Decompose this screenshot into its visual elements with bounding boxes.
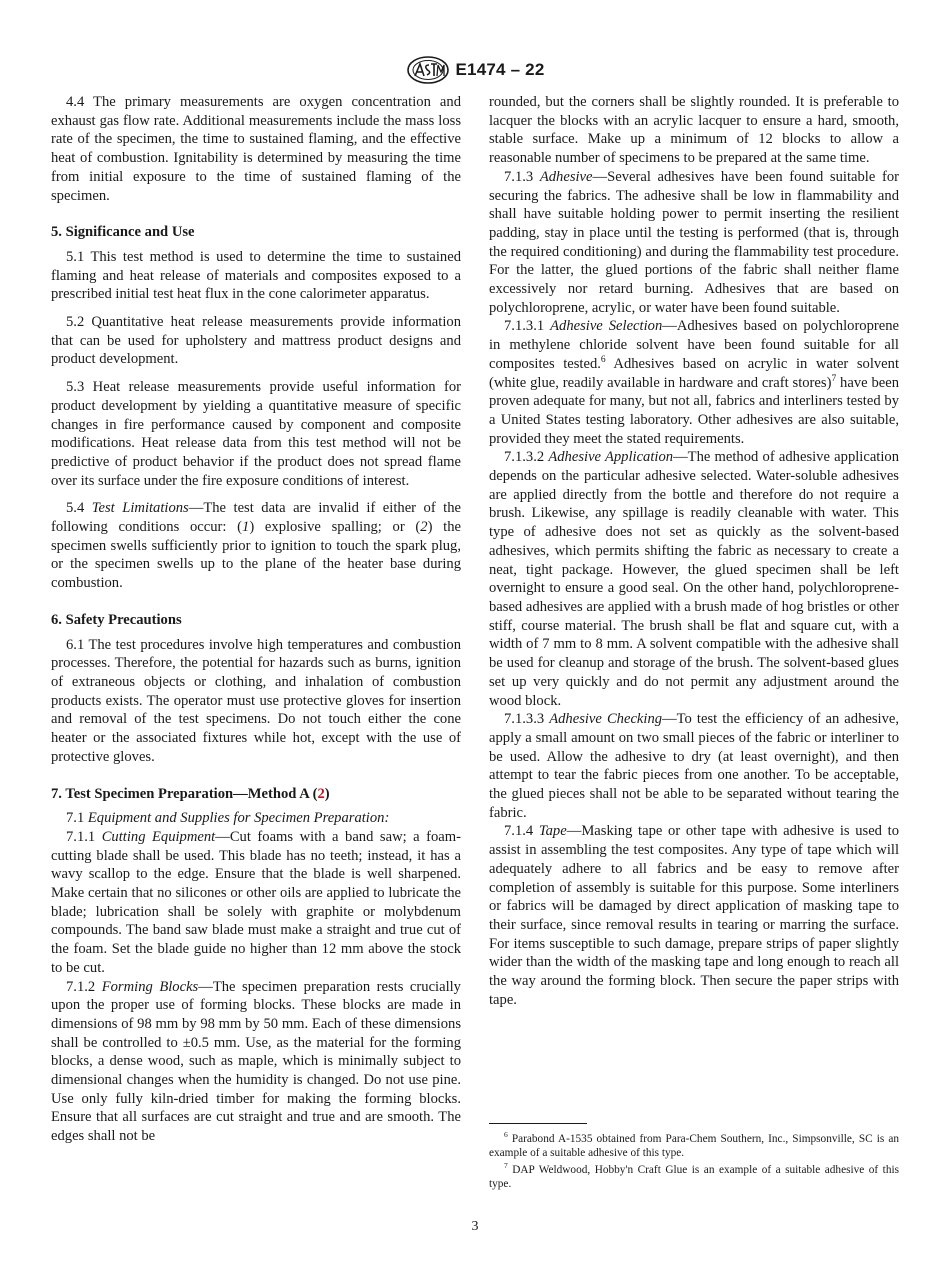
paragraph-5-1: 5.1 This test method is used to determine the time to sustained flaming and heat release of materials and composites exposed to a prescribed initial test heat flux in the cone calorimeter apparatus. <box>51 248 461 303</box>
paragraph-4-4: 4.4 The primary measurements are oxygen concentration and exhaust gas flow rate. Additional measurements include the mass loss rate of the specimen, the time to sustained flaming, and the effective heat of combustion. Ignitability is determined by measuring the time from initial exposure to the time of sustained flaming of the specimen. <box>51 94 461 204</box>
footnote-7: $^7$ DAP Weldwood, Hobby'n Craft Glue is an example of a suitable adhesive of this type. <box>489 1161 899 1191</box>
left-column <box>51 93 461 1146</box>
footnote-ref-6[interactable]: 6 <box>600 354 606 365</box>
paragraph-7-1-1: 7.1.1 Cutting Equipment—Cut foams with a band saw; a foam-cutting blade shall be used. This blade has no teeth; instead, it has a wavy scallop to the edge. Ensure that the blade is well sharpened. Make certain that no silicones or other oils are applied to lubricate the blade; lubrication shall be solely with graphite or molybdenum compounds. The band saw blade must make a straight and true cut of the foam. Set the blade guide no higher than 12 mm above the stock to be cut. <box>51 828 461 976</box>
paragraph-7-1-3-1: 7.1.3.1 Adhesive Selection—Adhesives based on polychloroprene in methylene chloride solvent have been found suitable for all composites tested.$^6$ Adhesives based on acrylic in water solvent (white glue, readily available in hardware and craft stores)$^7$ have been proven adequate for many, but not all, fabrics and interliners tested by a United States testing laboratory. Other adhesives are also suitable, provided they meet the stated requirements. <box>489 318 900 447</box>
section-heading-5: 5. Significance and Use <box>51 224 195 241</box>
footnote-ref-7[interactable]: 7 <box>831 373 837 384</box>
astm-logo-icon <box>406 55 450 85</box>
footnotes <box>489 1132 899 1194</box>
footnote-divider <box>489 1123 587 1124</box>
section-heading-7: 7. Test Specimen Preparation—Method A (2) <box>51 785 330 802</box>
paragraph-7-1-2-continued: rounded, but the corners shall be slightly rounded. It is preferable to lacquer the blocks with an acrylic lacquer to ensure a hard, smooth, stable surface. Make up a minimum of 12 blocks to allow a reasonable number of specimens to be prepared at the same time. <box>489 94 899 167</box>
page-header <box>0 52 950 88</box>
footnote-6: $^6$ Parabond A-1535 obtained from Para-Chem Southern, Inc., Simpsonville, SC is an example of a suitable adhesive of this type. <box>489 1130 899 1160</box>
document-designation: E1474 – 22 <box>455 60 545 79</box>
paragraph-6-1: 6.1 The test procedures involve high temperatures and combustion processes. Therefore, the potential for hazards such as burns, ignition of extraneous objects or clothing, and inhalation of combustion products exists. The operator must use protective gloves for insertion and removal of the test specimens. Do not touch either the cone heater or the associated fixtures while hot, except with the use of protective gloves. <box>51 636 461 765</box>
paragraph-7-1-2: 7.1.2 Forming Blocks—The specimen preparation rests crucially upon the proper use of forming blocks. These blocks are made in dimensions of 98 mm by 98 mm by 50 mm. Each of these dimensions shall be controlled to ±0.5 mm. Use, as the material for the forming blocks, a dense wood, such as maple, which is minimally subject to dimensional changes when the humidity is changed. Do not use pine. Use only fully kiln-dried timber for making the forming blocks. Ensure that all surfaces are cut straight and true and are smooth. The edges shall not be <box>51 978 461 1145</box>
paragraph-7-1: 7.1 Equipment and Supplies for Specimen Preparation: <box>66 810 390 827</box>
page-number: 3 <box>471 1219 479 1234</box>
paragraph-5-3: 5.3 Heat release measurements provide useful information for product development by yielding a quantitative measure of specific changes in fire performance caused by component and composite modifications. Heat release data from this test method will not be predictive of product behavior if the product does not spread flame over its surface under the fire exposure conditions of interest. <box>51 379 461 489</box>
paragraph-7-1-3: 7.1.3 Adhesive—Several adhesives have been found suitable for securing the fabrics. The adhesive shall be low in flammability and shall have suitable holding power to permit inserting the resilient padding, stay in place until the testing is performed (that is, through the required conditioning) and during the flammability test procedure. For the latter, the glued portions of the fabric shall neither flame excessively nor retard burning. Adhesives that are based on polychloroprene, acrylic, or water have been found suitable. <box>489 168 899 316</box>
paragraph-7-1-3-3: 7.1.3.3 Adhesive Checking—To test the efficiency of an adhesive, apply a small amount on two small pieces of the fabric or interliner to be used. Allow the adhesive to dry (at least overnight), and then attempt to tear the fabric pieces from one another. To be acceptable, the glued pieces shall not be able to be separated without tearing the fabric. <box>489 711 900 821</box>
paragraph-7-1-4: 7.1.4 Tape—Masking tape or other tape with adhesive is used to assist in assembling the test composites. Any type of tape which will adequately adhere to all fabrics and be easy to remove after completion of assembly is suitable for this purpose. Some interliners or fabrics will be damaged by direct application of masking tape to their surface, since removal results in tearing or marring the surface. For items susceptible to such damage, prepare strips of paper slightly wider than the width of the masking tape and long enough to reach all the way around the forming block. Then secure the paper strips with tape. <box>489 823 899 1008</box>
reference-link-2[interactable]: 2 <box>317 785 325 802</box>
section-heading-6: 6. Safety Precautions <box>51 611 182 628</box>
paragraph-7-1-3-2: 7.1.3.2 Adhesive Application—The method of adhesive application depends on the particular adhesive selected. Water-soluble adhesives are applied directly from the bottle and therefore do not require a brush. Likewise, any spillage is readily cleanable with water. This type of adhesive does not set as quickly as the solvent-based adhesives, which permits shifting the fabric as necessary to create a neat, tight package. However, the glued specimen shall be left overnight to ensure a good seal. On the other hand, polychloroprene-based adhesives are applied with a brush made of hog bristles or other stiff, course material. The brush shall be flat and square cut, with a width of 7 mm to 8 mm. A solvent compatible with the adhesive shall be used for cleanup and storage of the brush. The solvent-based glues set up very quickly and do not permit any adjustment around the wood block. <box>489 449 900 709</box>
paragraph-5-4: 5.4 Test Limitations—The test data are invalid if either of the following conditions occur: (1) explosive spalling; or (2) the specimen swells sufficiently prior to ignition to touch the spark plug, or the specimen swells up to the plane of the heater base during combustion. <box>51 500 462 592</box>
right-column <box>489 93 899 1009</box>
paragraph-5-2: 5.2 Quantitative heat release measurements provide information that can be used for upholstery and mattress product designs and product development. <box>51 314 461 368</box>
